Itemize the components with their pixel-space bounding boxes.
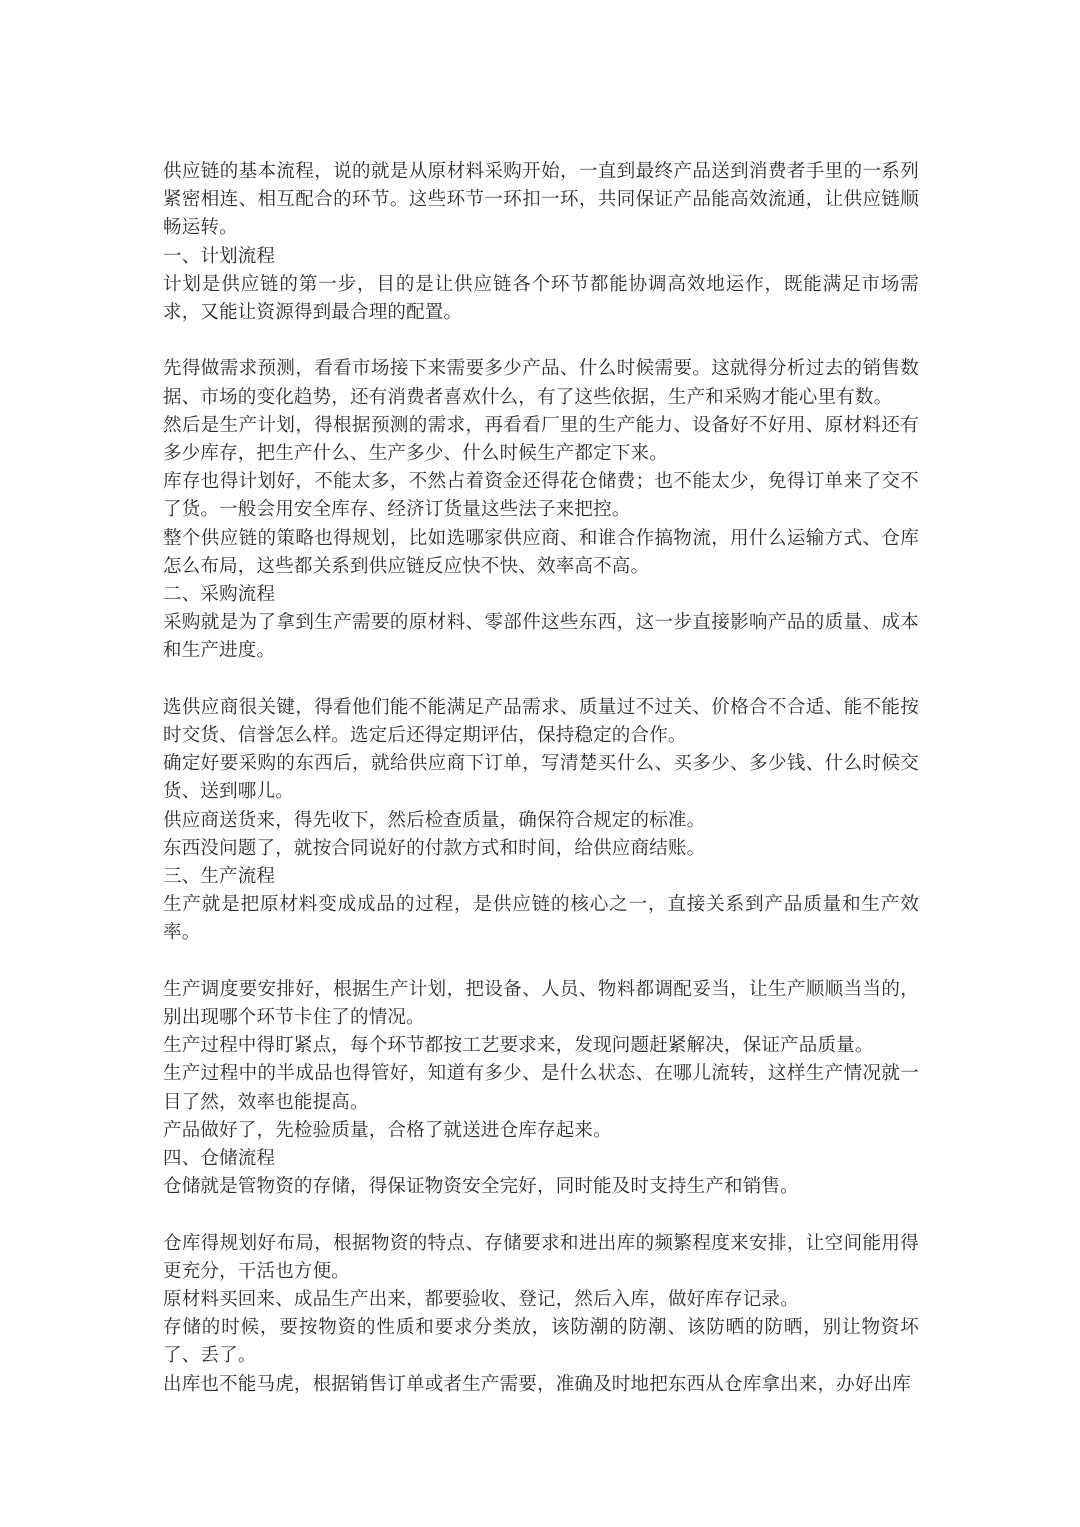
section-heading-planning: 一、计划流程 — [163, 245, 276, 267]
paragraph: 生产过程中得盯紧点，每个环节都按工艺要求来，发现问题赶紧解决，保证产品质量。 — [163, 1035, 874, 1057]
section-lead-planning: 计划是供应链的第一步，目的是让供应链各个环节都能协调高效地运作，既能满足市场需求，又能让资源得到最合理的配置。 — [163, 273, 919, 324]
paragraph: 先得做需求预测，看看市场接下来需要多少产品、什么时候需要。这就得分析过去的销售数据、市场的变化趋势，还有消费者喜欢什么，有了这些依据，生产和采购才能心里有数。 — [163, 358, 919, 408]
paragraph: 生产过程中的半成品也得管好，知道有多少、是什么状态、在哪儿流转，这样生产情况就一目了然，效率也能提高。 — [163, 1063, 919, 1113]
section-lead-production: 生产就是把原材料变成成品的过程，是供应链的核心之一，直接关系到产品质量和生产效率。 — [163, 894, 919, 944]
paragraph: 仓库得规划好布局，根据物资的特点、存储要求和进出库的频繁程度来安排，让空间能用得更充分，干活也方便。 — [163, 1232, 919, 1282]
paragraph: 产品做好了，先检验质量，合格了就送进仓库存起来。 — [163, 1119, 612, 1141]
section-heading-production: 三、生产流程 — [163, 866, 276, 888]
section-heading-warehousing: 四、仓储流程 — [163, 1148, 276, 1170]
paragraph: 出库也不能马虎，根据销售订单或者生产需要，准确及时地把东西从仓库拿出来，办好出库 — [163, 1373, 912, 1395]
paragraph: 原材料买回来、成品生产出来，都要验收、登记，然后入库，做好库存记录。 — [163, 1289, 799, 1311]
paragraph: 存储的时候，要按物资的性质和要求分类放，该防潮的防潮、该防晒的防晒，别让物资坏了、丢了。 — [163, 1317, 919, 1367]
paragraph: 库存也得计划好，不能太多，不然占着资金还得花仓储费；也不能太少，免得订单来了交不了货。一般会用安全库存、经济订货量这些法子来把控。 — [163, 471, 919, 521]
paragraph: 整个供应链的策略也得规划，比如选哪家供应商、和谁合作搞物流，用什么运输方式、仓库怎么布局，这些都关系到供应链反应快不快、效率高不高。 — [163, 527, 919, 577]
section-lead-warehousing: 仓储就是管物资的存储，得保证物资安全完好，同时能及时支持生产和销售。 — [163, 1176, 799, 1198]
paragraph: 供应商送货来，得先收下，然后检查质量，确保符合规定的标准。 — [163, 809, 706, 831]
section-heading-procurement: 二、采购流程 — [163, 584, 276, 606]
paragraph: 然后是生产计划，得根据预测的需求，再看看厂里的生产能力、设备好不好用、原材料还有多少库存，把生产什么、生产多少、什么时候生产都定下来。 — [163, 414, 919, 465]
article-body — [163, 158, 919, 1399]
intro-paragraph: 供应链的基本流程，说的就是从原材料采购开始，一直到最终产品送到消费者手里的一系列紧密相连、相互配合的环节。这些环节一环扣一环，共同保证产品能高效流通，让供应链顺畅运转。 — [163, 161, 919, 239]
paragraph: 确定好要采购的东西后，就给供应商下订单，写清楚买什么、买多少、多少钱、什么时候交货、送到哪儿。 — [163, 753, 919, 803]
paragraph: 东西没问题了，就按合同说好的付款方式和时间，给供应商结账。 — [163, 837, 706, 859]
section-lead-procurement: 采购就是为了拿到生产需要的原材料、零部件这些东西，这一步直接影响产品的质量、成本和生产进度。 — [163, 612, 919, 662]
paragraph: 生产调度要安排好，根据生产计划，把设备、人员、物料都调配妥当，让生产顺顺当当的，别出现哪个环节卡住了的情况。 — [163, 978, 919, 1029]
paragraph: 选供应商很关键，得看他们能不能满足产品需求、质量过不过关、价格合不合适、能不能按时交货、信誉怎么样。选定后还得定期评估，保持稳定的合作。 — [163, 696, 919, 747]
